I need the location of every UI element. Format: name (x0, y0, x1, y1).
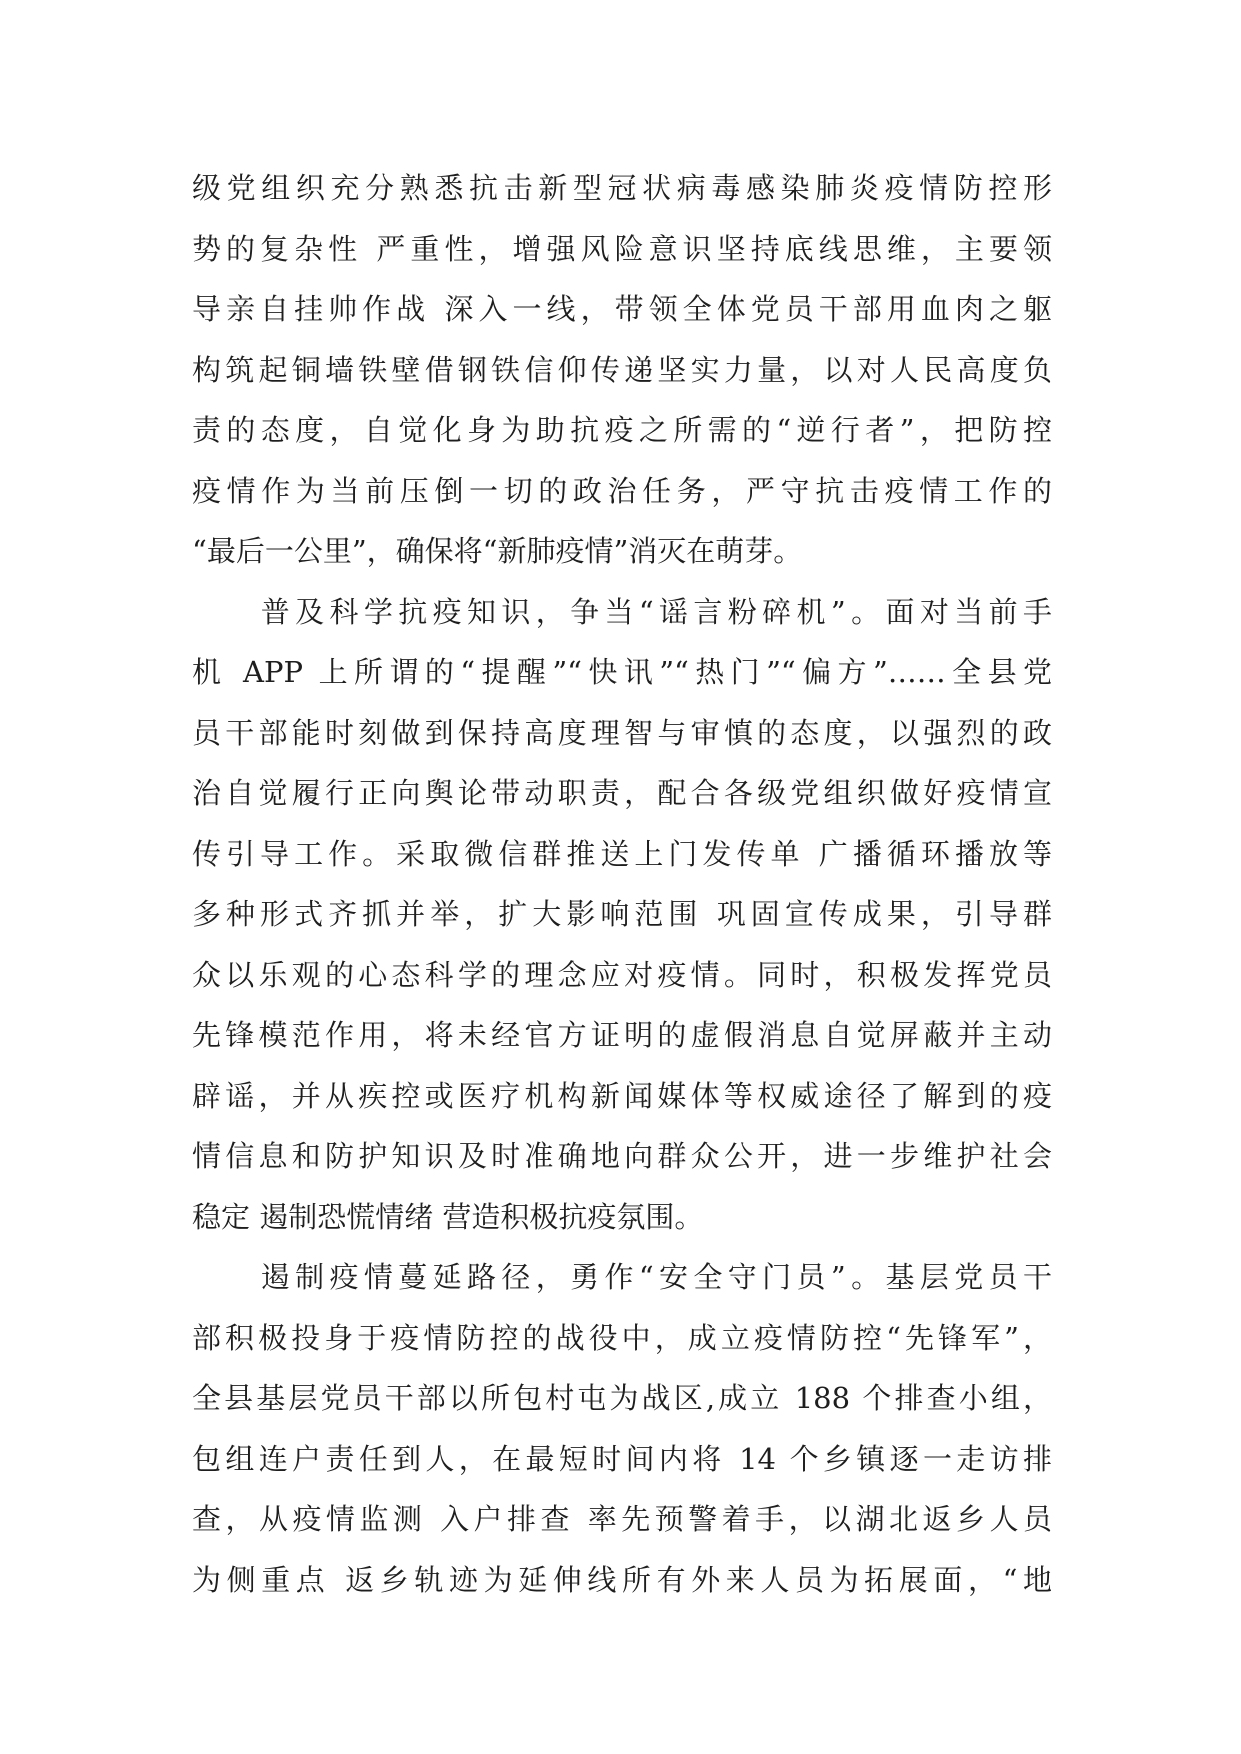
text-line: 传引导工作。采取微信群推送上门发传单 广播循环播放等 (192, 836, 1052, 871)
text-line: 级党组织充分熟悉抗击新型冠状病毒感染肺炎疫情防控形 (192, 171, 1052, 205)
text-line: 稳定 遏制恐慌情绪 营造积极抗疫氛围。 (192, 1199, 704, 1234)
text-line: 责的态度，自觉化身为助抗疫之所需的“逆行者”，把防控 (192, 413, 1052, 447)
text-line: 辟谣，并从疾控或医疗机构新闻媒体等权威途径了解到的疫 (192, 1078, 1052, 1113)
text-line: 全县基层党员干部以所包村屯为战区,成立 188 个排查小组， (192, 1381, 1052, 1415)
body-text (192, 158, 1052, 1610)
text-line: 治自觉履行正向舆论带动职责，配合各级党组织做好疫情宣 (192, 776, 1052, 810)
text-line: 查，从疫情监测 入户排查 率先预警着手，以湖北返乡人员 (192, 1502, 1052, 1536)
text-line: 为侧重点 返乡轨迹为延伸线所有外来人员为拓展面，“地 (192, 1562, 1052, 1597)
text-line: 部积极投身于疫情防控的战役中，成立疫情防控“先锋军”， (192, 1320, 1052, 1355)
text-line: 导亲自挂帅作战 深入一线，带领全体党员干部用血肉之躯 (192, 292, 1052, 326)
text-line: 员干部能时刻做到保持高度理智与审慎的态度，以强烈的政 (192, 715, 1052, 750)
text-line: 机 APP 上所谓的“提醒”“快讯”“热门”“偏方”……全县党 (192, 655, 1052, 689)
text-line: 普及科学抗疫知识，争当“谣言粉碎机”。面对当前手 (192, 594, 1052, 629)
text-line: 多种形式齐抓并举，扩大影响范围 巩固宣传成果，引导群 (192, 897, 1052, 931)
text-line: 势的复杂性 严重性，增强风险意识坚持底线思维，主要领 (192, 231, 1052, 266)
text-line: “最后一公里”，确保将“新肺疫情”消灭在萌芽。 (192, 534, 803, 568)
text-line: 包组连户责任到人，在最短时间内将 14 个乡镇逐一走访排 (192, 1441, 1052, 1476)
text-line: 先锋模范作用，将未经官方证明的虚假消息自觉屏蔽并主动 (192, 1018, 1052, 1052)
text-line: 构筑起铜墙铁壁借钢铁信仰传递坚实力量，以对人民高度负 (192, 352, 1052, 387)
text-line: 疫情作为当前压倒一切的政治任务，严守抗击疫情工作的 (192, 473, 1052, 508)
text-line: 众以乐观的心态科学的理念应对疫情。同时，积极发挥党员 (192, 957, 1052, 992)
text-line: 情信息和防护知识及时准确地向群众公开，进一步维护社会 (192, 1139, 1052, 1173)
text-line: 遏制疫情蔓延路径，勇作“安全守门员”。基层党员干 (192, 1260, 1052, 1294)
